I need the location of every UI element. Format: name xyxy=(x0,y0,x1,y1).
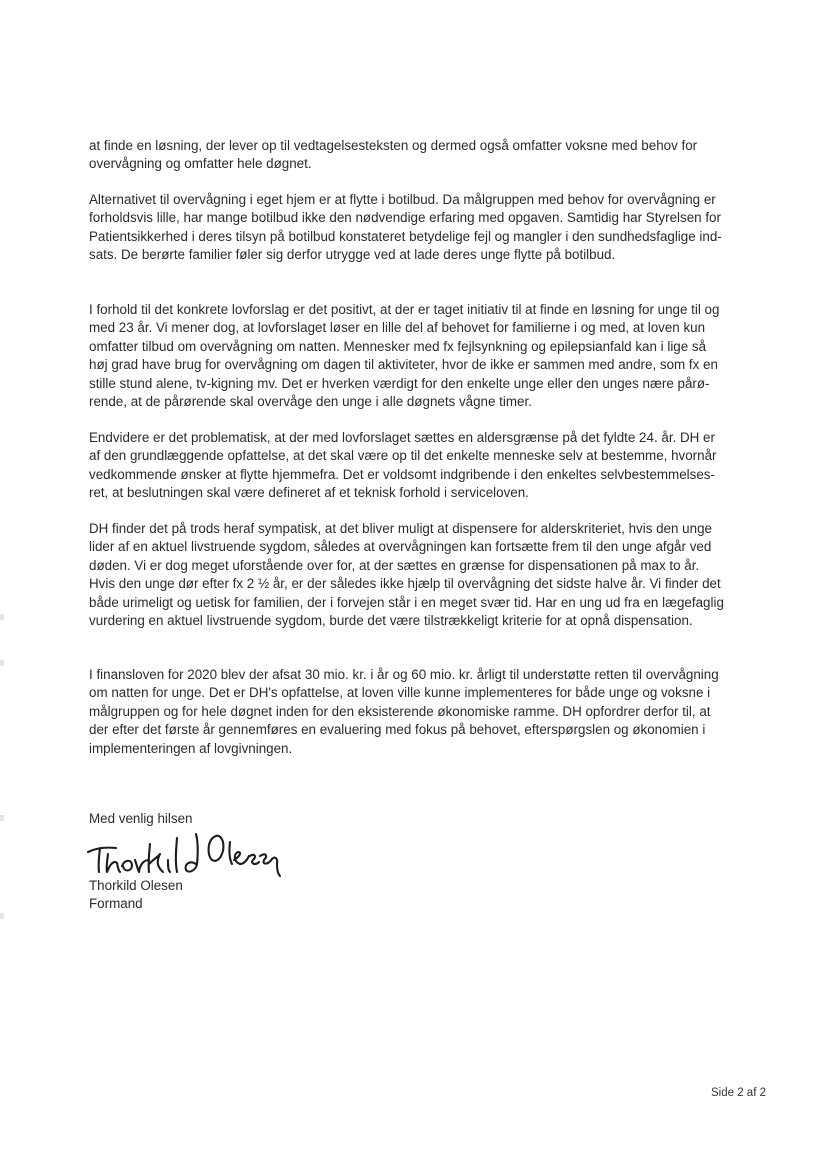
paragraph-line: sats. De berørte familier føler sig derfor utrygge ved at lade deres unge flytte på botilbud. xyxy=(89,247,616,263)
paragraph-line: implementeringen af lovgivningen. xyxy=(89,740,293,756)
paragraph-line: der efter det første år gennemføres en evaluering med fokus på behovet, efterspørgslen og økonomien i xyxy=(89,722,706,738)
letter-paragraph xyxy=(89,520,739,630)
letter-paragraph xyxy=(89,666,739,758)
letter-paragraph xyxy=(89,429,739,503)
paragraph-line: med 23 år. Vi mener dog, at lovforslaget løser en lille del af behovet for familierne i og med, at loven kun xyxy=(89,320,706,336)
paragraph-line: ret, at beslutningen skal være defineret af et teknisk forhold i serviceloven. xyxy=(89,485,529,501)
paragraph-line: Patientsikkerhed i deres tilsyn på botilbud konstateret betydelige fejl og mangler i den sundhedsfaglige ind- xyxy=(89,228,722,244)
letter-paragraph xyxy=(89,301,739,411)
paragraph-line: stille stund alene, tv-kigning mv. Det er hverken værdigt for den enkelte unge eller den unges nære pårø- xyxy=(89,375,710,391)
page-number: Side 2 af 2 xyxy=(711,1087,766,1099)
paragraph-line: både urimeligt og uetisk for familien, der i forvejen står i en meget svær tid. Har en ung ud fra en lægefaglig xyxy=(89,594,724,610)
paragraph-line: Alternativet til overvågning i eget hjem er at flytte i botilbud. Da målgruppen med behov for overvågning er xyxy=(89,192,716,207)
paragraph-line: vurdering en aktuel livstruende sygdom, burde det være tilstrækkeligt kriterie for at opnå dispensation. xyxy=(89,613,693,629)
scan-mark xyxy=(0,815,4,821)
handwritten-signature xyxy=(84,826,284,878)
scan-mark xyxy=(0,913,4,919)
paragraph-line: høj grad have brug for overvågning om dagen til aktiviteter, hvor de ikke er sammen med andre, som fx en xyxy=(89,357,718,373)
paragraph-line: Endvidere er det problematisk, at der med lovforslaget sættes en aldersgrænse på det fyldte 24. år. DH er xyxy=(89,430,715,445)
paragraph-line: I forhold til det konkrete lovforslag er det positivt, at der er taget initiativ til at finde en løsning for unge til og xyxy=(89,302,720,317)
scan-mark xyxy=(0,614,4,620)
paragraph-line: Hvis den unge dør efter fx 2 ½ år, er der således ikke hjælp til overvågning det sidste halve år. Vi finder det xyxy=(89,576,721,592)
signer-name: Thorkild Olesen xyxy=(89,878,183,893)
closing-greeting: Med venlig hilsen xyxy=(89,811,193,826)
paragraph-line: omfatter tilbud om overvågning om natten. Mennesker med fx fejlsynkning og epilepsianfald kan i lige så xyxy=(89,338,707,354)
paragraph-line: I finansloven for 2020 blev der afsat 30 mio. kr. i år og 60 mio. kr. årligt til understøtte retten til overvågning xyxy=(89,667,719,682)
letter-paragraph xyxy=(89,191,739,265)
paragraph-line: af den grundlæggende opfattelse, at det skal være op til det enkelte menneske selv at bestemme, hvornår xyxy=(89,448,717,464)
paragraph-line: målgruppen og for hele døgnet inden for den eksisterende økonomiske ramme. DH opfordrer derfor til, at xyxy=(89,703,711,719)
scan-mark xyxy=(0,660,4,666)
signer-title: Formand xyxy=(89,896,143,911)
paragraph-line: om natten for unge. Det er DH's opfattelse, at loven ville kunne implementeres for både unge og voksne i xyxy=(89,685,711,701)
paragraph-line: lider af en aktuel livstruende sygdom, således at overvågningen kan fortsætte frem til den unge afgår ved xyxy=(89,539,712,555)
paragraph-line: overvågning og omfatter hele døgnet. xyxy=(89,156,312,172)
paragraph-line: DH finder det på trods heraf sympatisk, at det bliver muligt at dispensere for alderskriteriet, hvis den unge xyxy=(89,521,712,536)
paragraph-line: at finde en løsning, der lever op til vedtagelsesteksten og dermed også omfatter voksne med behov for xyxy=(89,138,698,153)
paragraph-line: forholdsvis lille, har mange botilbud ikke den nødvendige erfaring med opgaven. Samtidig har Styrelsen for xyxy=(89,210,721,226)
paragraph-line: døden. Vi er dog meget uforstående over for, at der sættes en grænse for dispensationen på max to år. xyxy=(89,557,700,573)
paragraph-line: rende, at de pårørende skal overvåge den unge i alle døgnets vågne timer. xyxy=(89,394,532,410)
letter-paragraph xyxy=(89,137,739,174)
paragraph-line: vedkommende ønsker at flytte hjemmefra. Det er voldsomt indgribende i den enkeltes selvbestemmelses- xyxy=(89,466,715,482)
